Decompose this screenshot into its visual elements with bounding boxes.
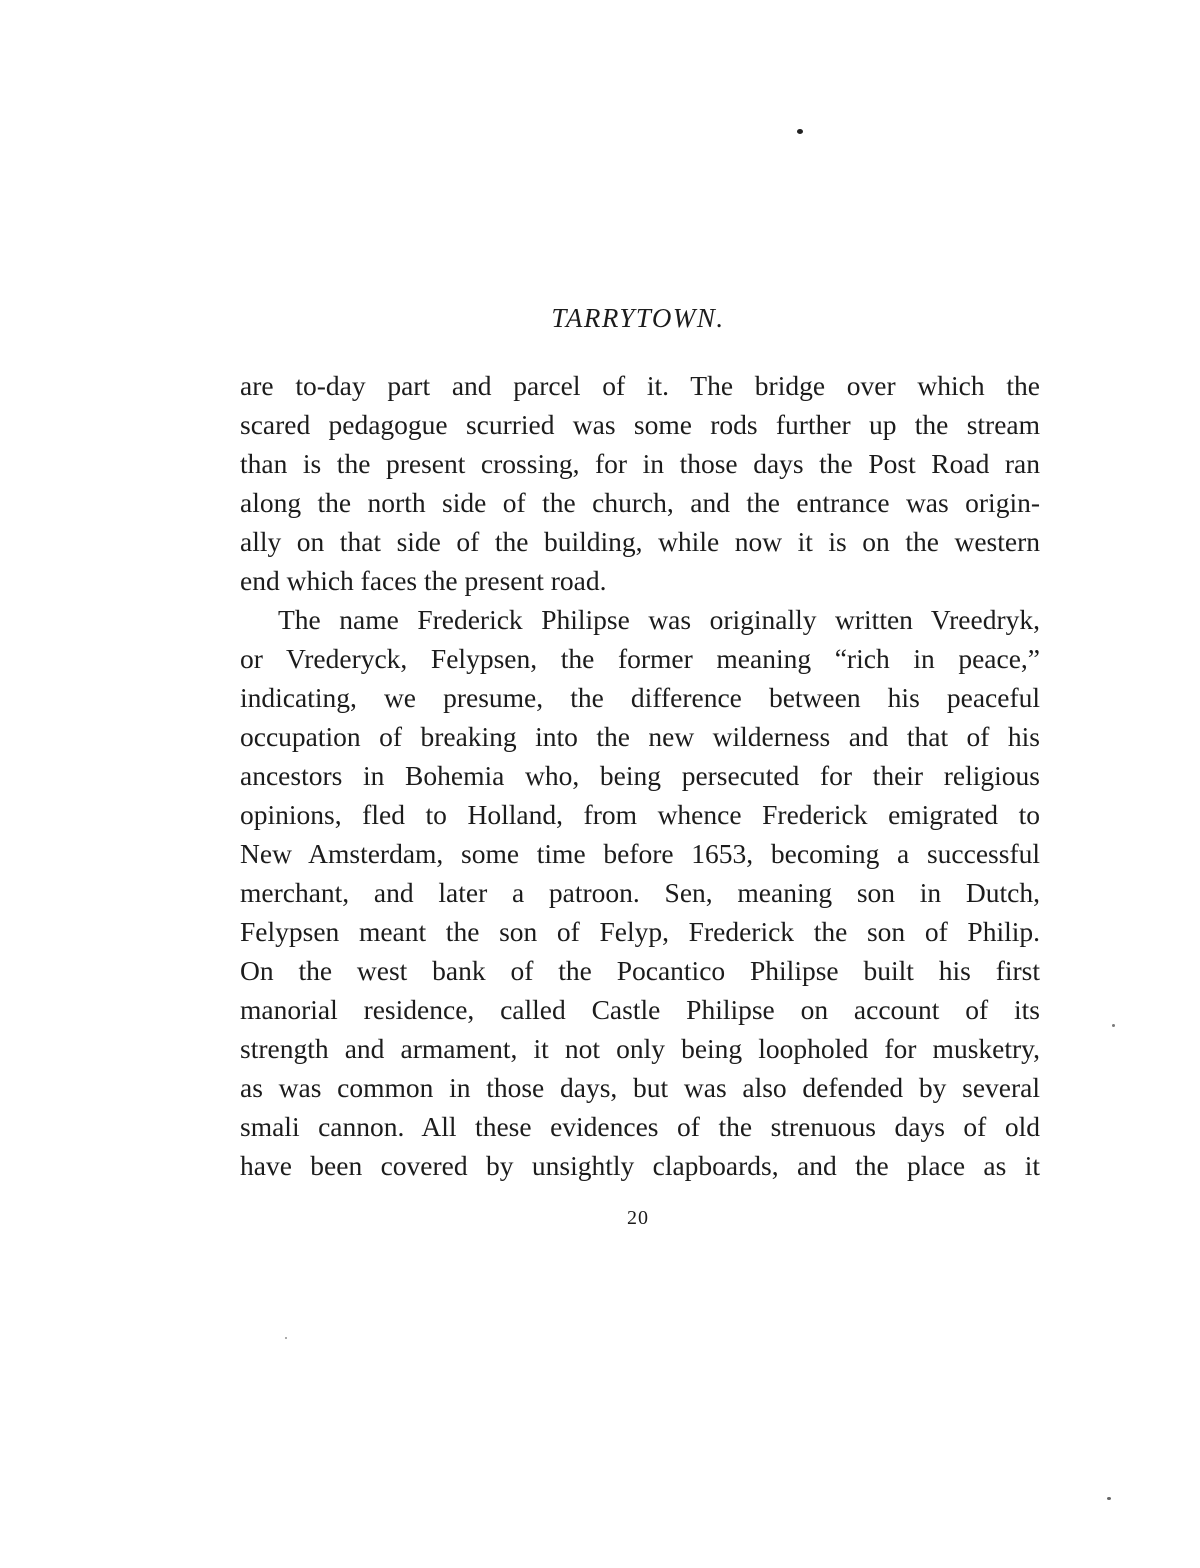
text-line: or Vrederyck, Felypsen, the former meaning “rich in peace,”	[240, 643, 1040, 674]
body-text	[240, 366, 1040, 1185]
text-line: The name Frederick Philipse was originally written Vreedryk,	[278, 604, 1040, 635]
running-head: TARRYTOWN.	[551, 303, 725, 333]
text-line: ancestors in Bohemia who, being persecuted for their religious	[240, 760, 1040, 791]
text-line: occupation of breaking into the new wilderness and that of his	[240, 721, 1040, 752]
text-line: have been covered by unsightly clapboards, and the place as it	[240, 1150, 1040, 1181]
text-line: ally on that side of the building, while now it is on the western	[240, 526, 1040, 557]
text-line: manorial residence, called Castle Philipse on account of its	[240, 994, 1040, 1025]
text-line: indicating, we presume, the difference between his peaceful	[240, 682, 1040, 713]
text-line: along the north side of the church, and the entrance was origin-	[240, 487, 1040, 518]
page-number: 20	[627, 1207, 649, 1229]
text-line: Felypsen meant the son of Felyp, Frederick the son of Philip.	[240, 916, 1040, 947]
ink-speck	[1107, 1497, 1111, 1500]
text-line: On the west bank of the Pocantico Philipse built his first	[240, 955, 1040, 986]
text-line: as was common in those days, but was also defended by several	[240, 1072, 1040, 1103]
paragraph-2	[240, 600, 1040, 1185]
text-line: opinions, fled to Holland, from whence Frederick emigrated to	[240, 799, 1040, 830]
text-line: end which faces the present road.	[240, 565, 607, 596]
paragraph-1	[240, 366, 1040, 600]
ink-speck	[797, 129, 803, 134]
text-line: are to-day part and parcel of it. The bridge over which the	[240, 370, 1040, 401]
ink-speck	[1112, 1024, 1115, 1027]
text-line: scared pedagogue scurried was some rods further up the stream	[240, 409, 1040, 440]
text-line: strength and armament, it not only being loopholed for musketry,	[240, 1033, 1040, 1064]
text-line: than is the present crossing, for in those days the Post Road ran	[240, 448, 1040, 479]
text-line: merchant, and later a patroon. Sen, meaning son in Dutch,	[240, 877, 1040, 908]
ink-speck	[285, 1337, 287, 1339]
text-line: New Amsterdam, some time before 1653, becoming a successful	[240, 838, 1040, 869]
text-line: smali cannon. All these evidences of the strenuous days of old	[240, 1111, 1040, 1142]
